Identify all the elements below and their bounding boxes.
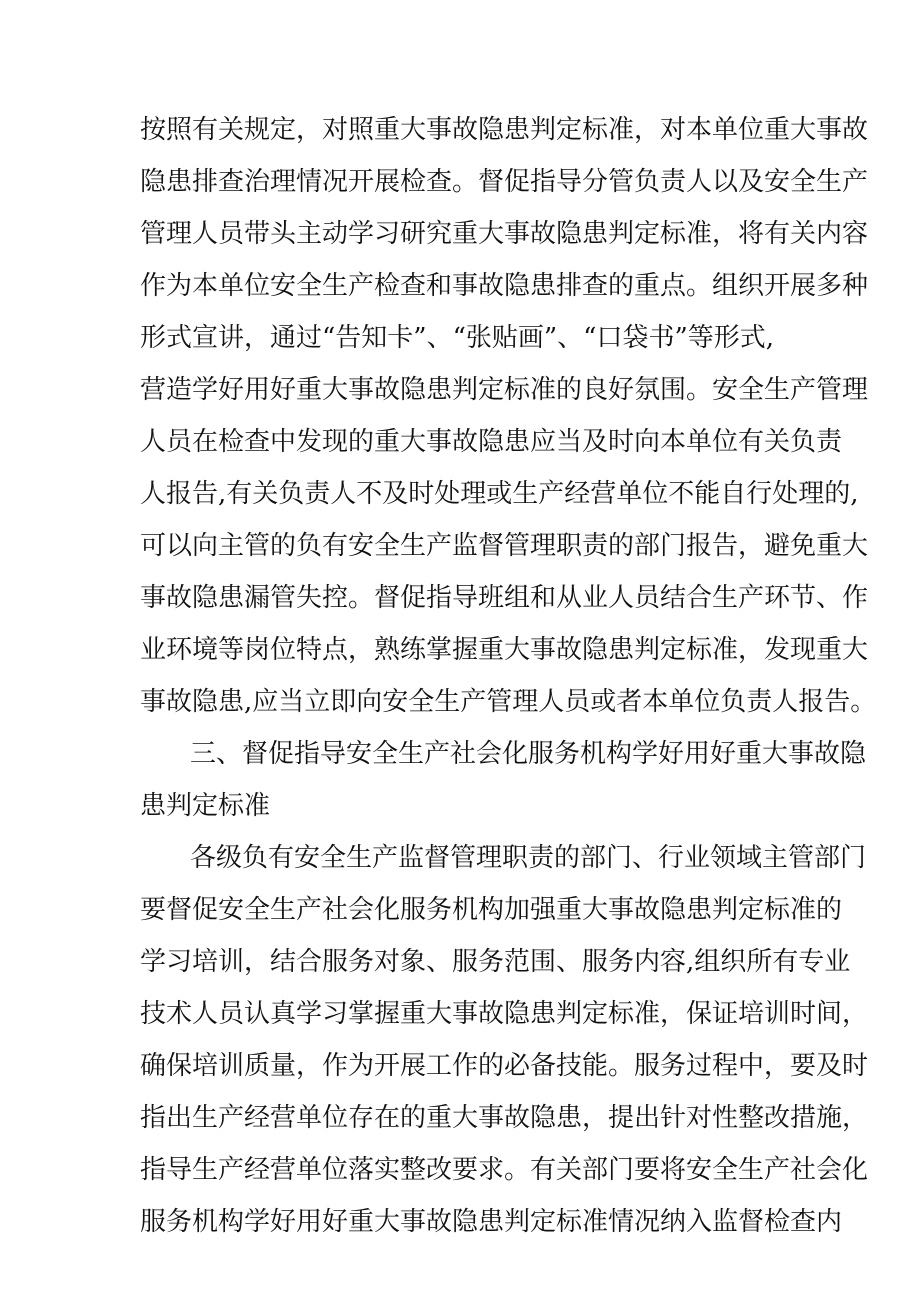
body-text-line: 事故隐患,应当立即向安全生产管理人员或者本单位负责人报告。 — [140, 687, 877, 717]
body-text-line: 指出生产经营单位存在的重大事故隐患，提出针对性整改措施， — [140, 1103, 869, 1133]
section-heading-line: 患判定标准 — [140, 791, 271, 821]
body-text-line: 隐患排查治理情况开展检查。督促指导分管负责人以及安全生产 — [140, 167, 869, 197]
body-text-line: 形式宣讲，通过“告知卡”、“张贴画”、“口袋书”等形式, — [140, 323, 775, 353]
body-text-line: 要督促安全生产社会化服务机构加强重大事故隐患判定标准的 — [140, 895, 843, 925]
body-text-line: 营造学好用好重大事故隐患判定标准的良好氛围。安全生产管理 — [140, 375, 869, 405]
body-text-line: 学习培训，结合服务对象、服务范围、服务内容,组织所有专业 — [140, 947, 851, 977]
body-text-line: 作为本单位安全生产检查和事故隐患排查的重点。组织开展多种 — [140, 271, 869, 301]
body-text-line: 可以向主管的负有安全生产监督管理职责的部门报告，避免重大 — [140, 531, 869, 561]
body-text-line: 各级负有安全生产监督管理职责的部门、行业领域主管部门 — [190, 843, 867, 873]
body-text-line: 技术人员认真学习掌握重大事故隐患判定标准，保证培训时间， — [140, 999, 869, 1029]
body-text-line: 业环境等岗位特点，熟练掌握重大事故隐患判定标准，发现重大 — [140, 635, 869, 665]
body-text-line: 按照有关规定，对照重大事故隐患判定标准，对本单位重大事故 — [140, 115, 869, 145]
body-text-line: 人员在检查中发现的重大事故隐患应当及时向本单位有关负责 — [140, 427, 843, 457]
body-text-line: 服务机构学好用好重大事故隐患判定标准情况纳入监督检查内 — [140, 1207, 843, 1237]
body-text-line: 事故隐患漏管失控。督促指导班组和从业人员结合生产环节、作 — [140, 583, 869, 613]
body-text-line: 指导生产经营单位落实整改要求。有关部门要将安全生产社会化 — [140, 1155, 869, 1185]
body-text-line: 确保培训质量，作为开展工作的必备技能。服务过程中，要及时 — [140, 1051, 869, 1081]
body-text-line: 管理人员带头主动学习研究重大事故隐患判定标准，将有关内容 — [140, 219, 869, 249]
section-heading-line: 三、督促指导安全生产社会化服务机构学好用好重大事故隐 — [190, 739, 867, 769]
body-text-line: 人报告,有关负责人不及时处理或生产经营单位不能自行处理的, — [140, 479, 859, 509]
